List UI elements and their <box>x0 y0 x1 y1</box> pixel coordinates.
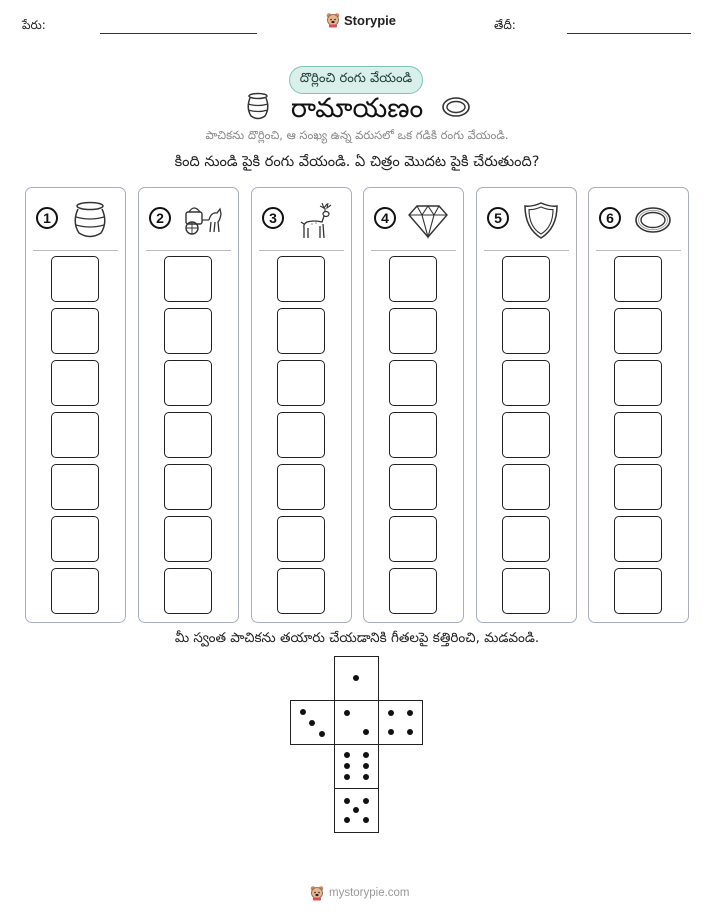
color-cell[interactable] <box>502 360 550 406</box>
color-cell[interactable] <box>277 412 325 458</box>
color-cell[interactable] <box>277 256 325 302</box>
die-pip <box>363 752 369 758</box>
color-cell[interactable] <box>614 256 662 302</box>
color-cell[interactable] <box>502 568 550 614</box>
bear-logo-icon <box>326 12 340 28</box>
die-pip <box>363 763 369 769</box>
color-cell[interactable] <box>502 516 550 562</box>
color-cell[interactable] <box>614 360 662 406</box>
die-pip <box>363 774 369 780</box>
die-face-2 <box>334 700 379 745</box>
ring-icon <box>631 200 675 240</box>
color-cell[interactable] <box>164 516 212 562</box>
diamond-icon <box>406 200 450 240</box>
activity-pill: దొర్లించి రంగు వేయండి <box>289 66 423 94</box>
die-pip <box>407 710 413 716</box>
color-cell[interactable] <box>164 412 212 458</box>
die-face-6 <box>334 744 379 789</box>
color-cell[interactable] <box>614 516 662 562</box>
die-pip <box>363 817 369 823</box>
pot-icon <box>68 200 112 240</box>
column-5 <box>476 187 577 623</box>
color-cell[interactable] <box>389 516 437 562</box>
die-face-4 <box>378 700 423 745</box>
color-cell[interactable] <box>164 308 212 354</box>
footer <box>310 885 410 901</box>
color-cell[interactable] <box>164 360 212 406</box>
color-cell[interactable] <box>277 516 325 562</box>
date-line[interactable] <box>567 33 691 34</box>
color-cell[interactable] <box>614 412 662 458</box>
die-pip <box>353 807 359 813</box>
die-pip <box>344 763 350 769</box>
column-3 <box>251 187 352 623</box>
column-2 <box>138 187 239 623</box>
die-pip <box>363 798 369 804</box>
color-cell[interactable] <box>51 308 99 354</box>
storypie-logo <box>326 12 396 28</box>
ring-icon <box>441 95 471 119</box>
die-pip <box>309 720 315 726</box>
color-cell[interactable] <box>502 308 550 354</box>
column-number: 1 <box>36 207 58 229</box>
color-cell[interactable] <box>389 412 437 458</box>
column-number: 3 <box>262 207 284 229</box>
die-face-5 <box>334 788 379 833</box>
color-cell[interactable] <box>51 360 99 406</box>
die-pip <box>363 729 369 735</box>
column-6 <box>588 187 689 623</box>
color-cell[interactable] <box>164 568 212 614</box>
die-pip <box>407 729 413 735</box>
color-cell[interactable] <box>51 516 99 562</box>
color-cell[interactable] <box>277 568 325 614</box>
color-cell[interactable] <box>164 464 212 510</box>
die-pip <box>344 817 350 823</box>
shield-icon <box>519 200 563 240</box>
date-label: తేదీ: <box>494 18 516 32</box>
die-pip <box>344 774 350 780</box>
die-pip <box>388 729 394 735</box>
column-number: 2 <box>149 207 171 229</box>
color-cell[interactable] <box>614 568 662 614</box>
color-cell[interactable] <box>502 464 550 510</box>
column-4 <box>363 187 464 623</box>
brand-name: Storypie <box>344 12 397 28</box>
color-cell[interactable] <box>51 412 99 458</box>
column-number: 4 <box>374 207 396 229</box>
die-pip <box>388 710 394 716</box>
color-cell[interactable] <box>502 412 550 458</box>
bear-logo-icon <box>310 885 324 901</box>
column-1 <box>25 187 126 623</box>
color-cell[interactable] <box>277 360 325 406</box>
color-cell[interactable] <box>389 308 437 354</box>
die-pip <box>344 752 350 758</box>
die-pip <box>344 798 350 804</box>
color-cell[interactable] <box>389 568 437 614</box>
color-cell[interactable] <box>614 308 662 354</box>
color-cell[interactable] <box>51 464 99 510</box>
color-cell[interactable] <box>614 464 662 510</box>
die-face-1 <box>334 656 379 701</box>
die-pip <box>353 675 359 681</box>
name-line[interactable] <box>100 33 257 34</box>
die-face-3 <box>290 700 335 745</box>
deer-icon <box>294 200 338 240</box>
color-cell[interactable] <box>389 256 437 302</box>
die-pip <box>344 710 350 716</box>
cut-instruction: మీ స్వంత పాచికను తయారు చేయడానికి గీతలపై కత్తిరించి, మడవండి. <box>174 630 540 646</box>
die-pip <box>319 731 325 737</box>
color-cell[interactable] <box>164 256 212 302</box>
color-cell[interactable] <box>277 308 325 354</box>
die-pip <box>300 709 306 715</box>
color-cell[interactable] <box>389 360 437 406</box>
subtitle: పాచికను దొర్లించి, ఆ సంఖ్య ఉన్న వరుసలో ఒక గడికి రంగు వేయండి. <box>205 128 509 142</box>
instruction-text: కింది నుండి పైకి రంగు వేయండి. ఏ చిత్రం మొదట పైకి చేరుతుంది? <box>174 154 540 170</box>
page-title: రామాయణం <box>290 93 424 124</box>
color-cell[interactable] <box>389 464 437 510</box>
chariot-icon <box>181 200 225 240</box>
footer-url[interactable]: mystorypie.com <box>329 887 410 899</box>
color-cell[interactable] <box>51 256 99 302</box>
column-number: 6 <box>599 207 621 229</box>
color-cell[interactable] <box>51 568 99 614</box>
color-cell[interactable] <box>502 256 550 302</box>
name-label: పేరు: <box>22 18 46 32</box>
column-number: 5 <box>487 207 509 229</box>
color-cell[interactable] <box>277 464 325 510</box>
